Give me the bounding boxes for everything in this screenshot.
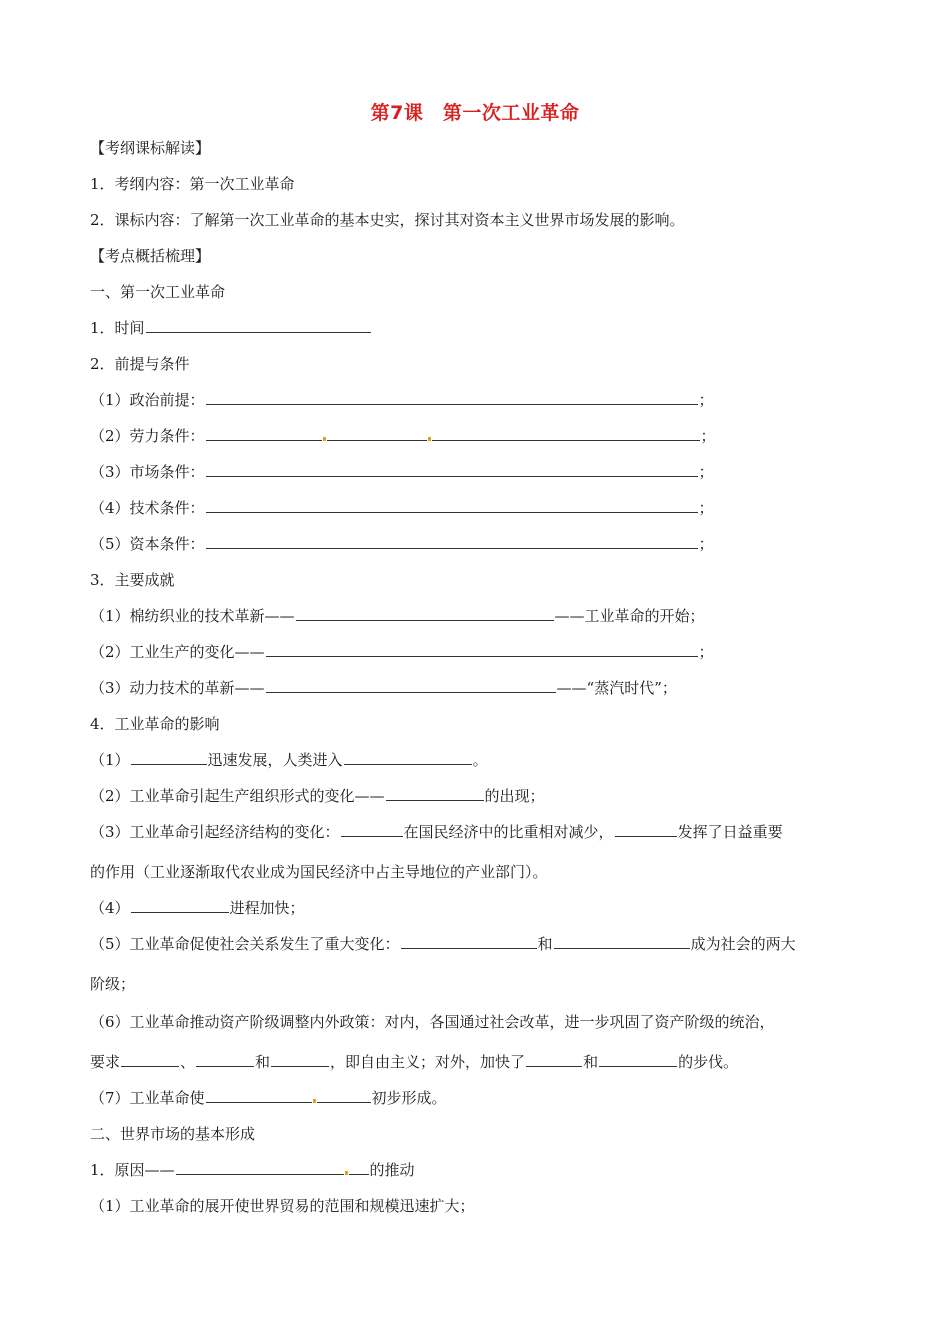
impact-7-blank-2[interactable] bbox=[317, 1088, 371, 1103]
impact-5-blank-2[interactable] bbox=[554, 934, 690, 949]
impact-4-label: （4） bbox=[90, 899, 130, 917]
cause-label: 1．原因—— bbox=[90, 1161, 175, 1179]
prereq-labor-line bbox=[90, 426, 716, 446]
separator-dot bbox=[323, 437, 326, 441]
prereq-heading: 2．前提与条件 bbox=[90, 355, 190, 373]
time-label: 1．时间 bbox=[90, 319, 145, 337]
separator-dot bbox=[345, 1171, 348, 1175]
achieve-2-blank[interactable] bbox=[266, 642, 698, 657]
impact-6-blank-1[interactable] bbox=[121, 1052, 179, 1067]
impact-1-blank-2[interactable] bbox=[344, 750, 472, 765]
cause-blank-1[interactable] bbox=[176, 1160, 344, 1175]
achieve-2-line bbox=[90, 642, 714, 662]
page-title: 第7课 第一次工业革命 bbox=[370, 102, 580, 124]
prereq-labor-blank-3[interactable] bbox=[432, 426, 700, 441]
part1-heading: 一、第一次工业革命 bbox=[90, 283, 226, 301]
syllabus-heading: 【考纲课标解读】 bbox=[90, 139, 211, 157]
prereq-labor-blank-1[interactable] bbox=[206, 426, 322, 441]
impact-7-suffix: 初步形成。 bbox=[371, 1089, 447, 1107]
impact-heading: 4．工业革命的影响 bbox=[90, 715, 220, 733]
cause-suffix: 的推动 bbox=[369, 1161, 415, 1179]
impact-1-label: （1） bbox=[90, 751, 130, 769]
semicolon: ； bbox=[698, 391, 714, 409]
impact-4-suffix: 进程加快； bbox=[229, 899, 305, 917]
prereq-labor-blank-2[interactable] bbox=[327, 426, 427, 441]
achieve-1-blank[interactable] bbox=[296, 606, 554, 621]
prereq-labor-label: （2）劳力条件： bbox=[90, 427, 205, 445]
impact-1-end: 。 bbox=[472, 751, 488, 769]
impact-5-and: 和 bbox=[537, 935, 553, 953]
syllabus-item-1: 1．考纲内容：第一次工业革命 bbox=[90, 175, 295, 193]
prereq-capital-blank[interactable] bbox=[206, 534, 698, 549]
achieve-1-label: （1）棉纺织业的技术革新—— bbox=[90, 607, 295, 625]
prereq-market-blank[interactable] bbox=[206, 462, 698, 477]
impact-3-label: （3）工业革命引起经济结构的变化： bbox=[90, 823, 340, 841]
cause-item-1: （1）工业革命的展开使世界贸易的范围和规模迅速扩大； bbox=[90, 1197, 475, 1215]
part2-heading: 二、世界市场的基本形成 bbox=[90, 1125, 256, 1143]
impact-5-blank-1[interactable] bbox=[401, 934, 537, 949]
achieve-heading: 3．主要成就 bbox=[90, 571, 175, 589]
achieve-2-label: （2）工业生产的变化—— bbox=[90, 643, 265, 661]
syllabus-item-2: 2．课标内容：了解第一次工业革命的基本史实，探讨其对资本主义世界市场发展的影响。 bbox=[90, 211, 685, 229]
semicolon: ； bbox=[698, 499, 714, 517]
impact-6-line: （6）工业革命推动资产阶级调整内外政策：对内，各国通过社会改革，进一步巩固了资产阶级的统治， bbox=[90, 1013, 775, 1031]
impact-1-text: 迅速发展，人类进入 bbox=[207, 751, 343, 769]
achieve-3-suffix: ——“蒸汽时代”； bbox=[556, 679, 677, 697]
impact-3-text-2: 发挥了日益重要 bbox=[677, 823, 783, 841]
review-heading: 【考点概括梳理】 bbox=[90, 247, 211, 265]
achieve-3-label: （3）动力技术的革新—— bbox=[90, 679, 265, 697]
impact-1-line bbox=[90, 750, 488, 770]
impact-5-continuation: 阶级； bbox=[90, 975, 136, 993]
impact-6-blank-3[interactable] bbox=[271, 1052, 329, 1067]
achieve-3-blank[interactable] bbox=[266, 678, 556, 693]
impact-7-line bbox=[90, 1088, 447, 1108]
prereq-capital-label: （5）资本条件： bbox=[90, 535, 205, 553]
time-blank[interactable] bbox=[146, 318, 371, 333]
impact-6-blank-5[interactable] bbox=[599, 1052, 677, 1067]
impact-6-comma: 、 bbox=[180, 1053, 196, 1071]
achieve-1-suffix: ——工业革命的开始； bbox=[554, 607, 705, 625]
impact-6-and-2: 和 bbox=[583, 1053, 599, 1071]
impact-3-line bbox=[90, 822, 783, 842]
impact-7-label: （7）工业革命使 bbox=[90, 1089, 205, 1107]
impact-6-blank-2[interactable] bbox=[196, 1052, 254, 1067]
prereq-political-blank[interactable] bbox=[206, 390, 698, 405]
impact-2-label: （2）工业革命引起生产组织形式的变化—— bbox=[90, 787, 385, 805]
cause-line bbox=[90, 1160, 415, 1180]
impact-2-line bbox=[90, 786, 545, 806]
prereq-tech-line bbox=[90, 498, 714, 518]
impact-5-text: 成为社会的两大 bbox=[690, 935, 796, 953]
impact-5-line bbox=[90, 934, 796, 954]
impact-6-text: ，即自由主义；对外，加快了 bbox=[330, 1053, 526, 1071]
separator-dot bbox=[313, 1099, 316, 1103]
prereq-market-label: （3）市场条件： bbox=[90, 463, 205, 481]
semicolon: ； bbox=[700, 427, 716, 445]
prereq-tech-blank[interactable] bbox=[206, 498, 698, 513]
impact-2-suffix: 的出现； bbox=[484, 787, 545, 805]
impact-3-text: 在国民经济中的比重相对减少， bbox=[403, 823, 614, 841]
cause-blank-2[interactable] bbox=[349, 1160, 369, 1175]
impact-2-blank[interactable] bbox=[386, 786, 484, 801]
semicolon: ； bbox=[698, 643, 714, 661]
impact-6-and: 和 bbox=[255, 1053, 271, 1071]
impact-7-blank-1[interactable] bbox=[206, 1088, 312, 1103]
impact-3-continuation: 的作用（工业逐渐取代农业成为国民经济中占主导地位的产业部门）。 bbox=[90, 863, 548, 881]
achieve-3-line bbox=[90, 678, 677, 698]
separator-dot bbox=[428, 437, 431, 441]
prereq-political-line bbox=[90, 390, 714, 410]
impact-6-blank-4[interactable] bbox=[526, 1052, 582, 1067]
impact-1-blank-1[interactable] bbox=[131, 750, 207, 765]
impact-3-blank-2[interactable] bbox=[615, 822, 677, 837]
impact-4-line bbox=[90, 898, 305, 918]
prereq-political-label: （1）政治前提： bbox=[90, 391, 205, 409]
impact-5-label: （5）工业革命促使社会关系发生了重大变化： bbox=[90, 935, 400, 953]
time-line bbox=[90, 318, 372, 338]
impact-3-blank-1[interactable] bbox=[341, 822, 403, 837]
prereq-capital-line bbox=[90, 534, 714, 554]
achieve-1-line bbox=[90, 606, 705, 626]
impact-6-label: 要求 bbox=[90, 1053, 121, 1071]
impact-6-continuation bbox=[90, 1052, 738, 1072]
semicolon: ； bbox=[698, 463, 714, 481]
impact-6-suffix: 的步伐。 bbox=[678, 1053, 739, 1071]
impact-4-blank[interactable] bbox=[131, 898, 229, 913]
prereq-market-line bbox=[90, 462, 714, 482]
prereq-tech-label: （4）技术条件： bbox=[90, 499, 205, 517]
semicolon: ； bbox=[698, 535, 714, 553]
